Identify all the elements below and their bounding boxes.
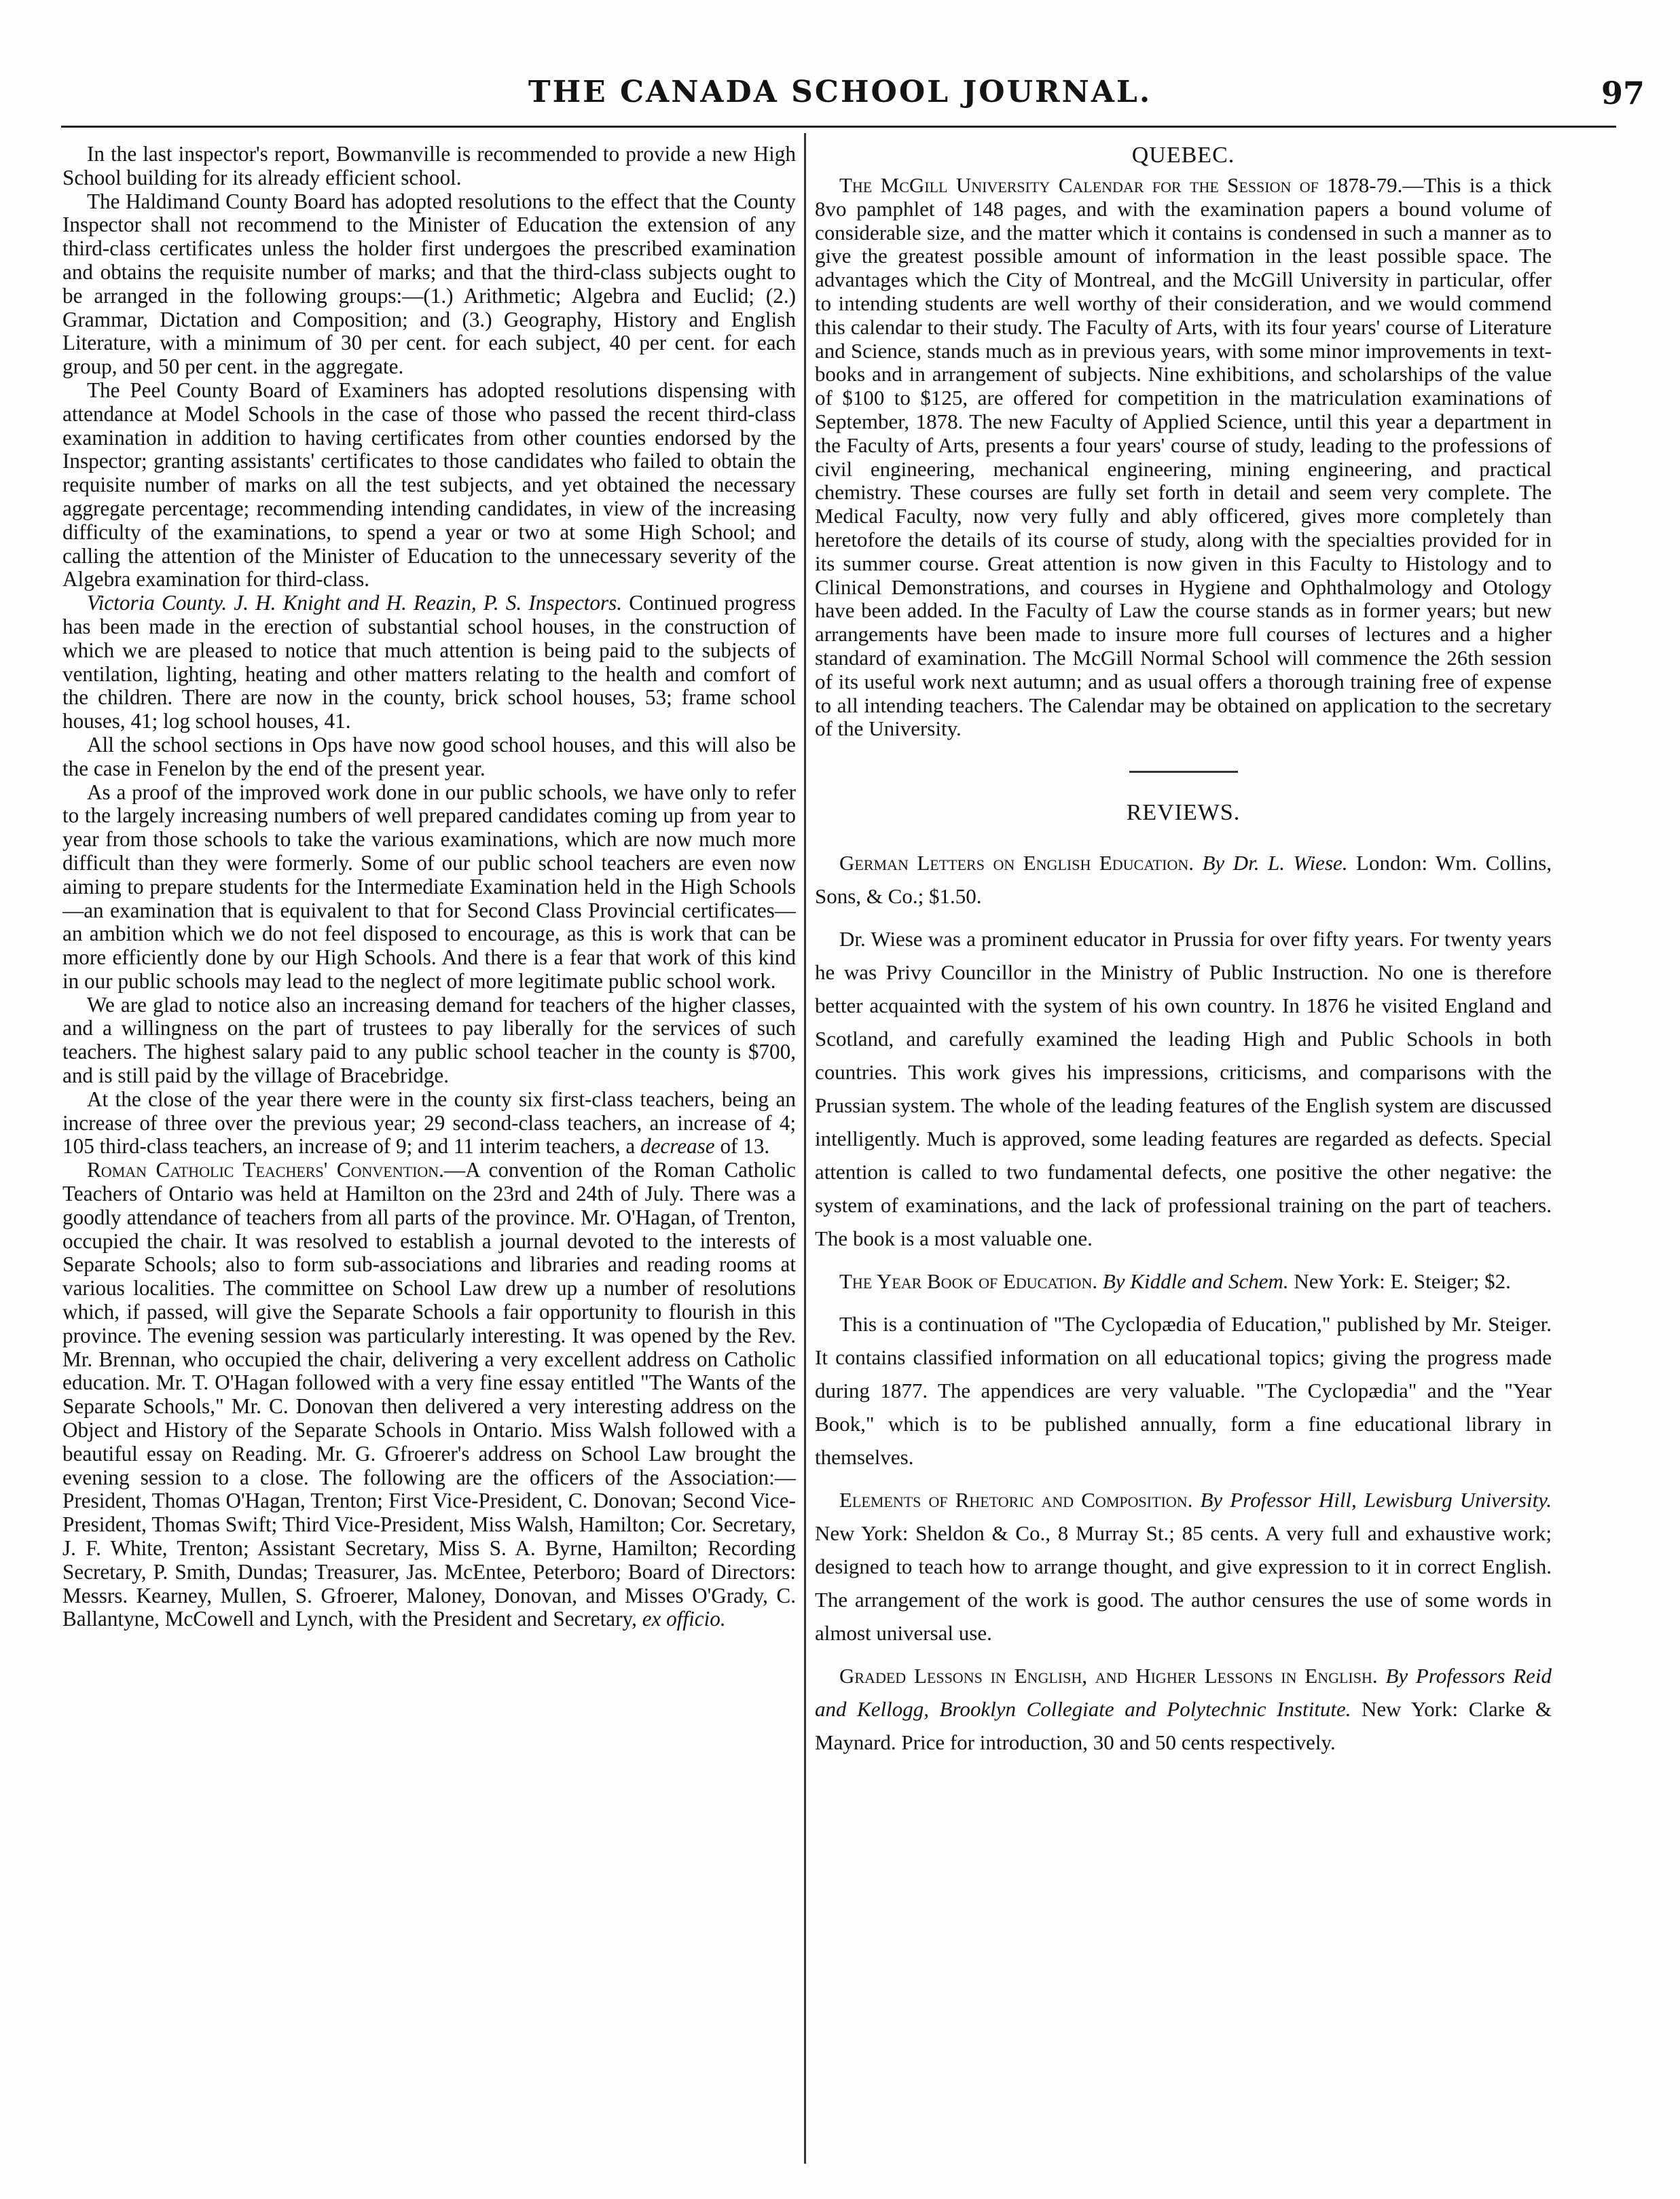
paragraph-peel: The Peel County Board of Examiners has adopted resolutions dispensing with attendance at Model Schools in the case of those who passed the recent third-class examination in addition to having certificates from other counties endorsed by the Inspector; granting assistants' certificates to those candidates who failed to obtain the requisite number of marks on all the test subjects, and yet obtained the necessary aggregate percentage; recommending intending candidates, in view of the increasing difficulty of the examinations, to spend a year or two at some High School; and calling the attention of the Minister of Education to the unnecessary severity of the Algebra examination for third-class.	[62, 378, 796, 592]
review-author: By Kiddle and Schem.	[1102, 1269, 1289, 1294]
header-rule	[61, 126, 1616, 128]
review-title: German Letters on English Education.	[839, 851, 1194, 875]
review-german-letters-text: Dr. Wiese was a prominent educator in Prussia for over fifty years. For twenty years he was Privy Councillor in the Ministry of Public Instruction. No one is therefore better acquainted with the system of his own country. In 1876 he visited England and Scotland, and carefully examined the leading High and Public Schools in both countries. This work gives his impressions, criticisms, and comparisons with the Prussian system. The whole of the leading features of the English system are discussed intelligently. Much is approved, some leading features are regarded as defects. Special attention is called to two fundamental defects, one positive the other negative: the system of examinations, and the lack of professional training on the part of teachers. The book is a most valuable one.	[815, 927, 1552, 1251]
convention-heading: Roman Catholic Teachers' Convention.	[87, 1158, 444, 1182]
paragraph-teachers-count	[62, 1088, 796, 1159]
review-title: Elements of Rhetoric and Composition.	[839, 1488, 1193, 1512]
review-rhetoric-entry	[815, 1483, 1552, 1650]
review-year-book-text: This is a continuation of "The Cyclopædia of Education," published by Mr. Steiger. It contains classified information on all educational topics; giving the progress made during 1877. The appendices are very valuable. "The Cyclopædia" and the "Year Book," which is to be published annually, form a fine educational library in themselves.	[815, 1312, 1552, 1470]
teachers-count-text: At the close of the year there were in the county six first-class teachers, being an increase of three over the previous year; 29 second-class teachers, an increase of 4; 105 third-class teachers, an increase of 9; and 11 interim teachers, a	[62, 1087, 796, 1159]
teachers-count-end: of 13.	[720, 1134, 770, 1159]
decrease-word: decrease	[640, 1134, 715, 1159]
victoria-text: Continued progress has been made in the erection of substantial school houses, in the construction of which we are pleased to notice that much attention is being paid to the subjects of ventilation, lighting, heating and other matters relating to the health and comfort of the children. There are now in the county, brick school houses, 53; frame school houses, 41; log school houses, 41.	[62, 591, 797, 733]
paragraph-victoria	[62, 592, 796, 733]
review-publisher: London: Wm. Collins, Sons, & Co.; $1.50.	[815, 851, 1552, 909]
journal-title: THE CANADA SCHOOL JOURNAL.	[528, 75, 1152, 109]
paragraph-bowmanville: In the last inspector's report, Bowmanville is recommended to provide a new High School building for its already efficient school.	[62, 142, 796, 189]
paragraph-ops: All the school sections in Ops have now good school houses, and this will also be the case in Fenelon by the end of the present year.	[62, 732, 796, 780]
right-column	[815, 143, 1552, 1768]
review-text: New York: Clarke & Maynard. Price for introduction, 30 and 50 cents respectively.	[815, 1697, 1552, 1755]
quebec-heading: QUEBEC.	[1131, 143, 1235, 168]
review-author: By Professor Hill, Lewisburg University.	[1200, 1488, 1552, 1512]
review-title: The Year Book of Education.	[839, 1269, 1098, 1294]
column-divider	[804, 133, 806, 2164]
page-number: 97	[1601, 75, 1645, 111]
paragraph-convention	[62, 1159, 796, 1631]
victoria-heading: Victoria County. J. H. Knight and H. Reazin, P. S. Inspectors.	[87, 591, 623, 615]
paragraph-improved-work: As a proof of the improved work done in our public schools, we have only to refer to the largely increasing numbers of well prepared candidates coming up from year to year from those schools to take the various examinations, which are now much more difficult than they were formerly. Some of our public school teachers are even now aiming to prepare students for the Intermediate Examination held in the High Schools—an examination that is equivalent to that for Second Class Provincial certificates—an ambition which we do not feel disposed to encourage, as this is work that can be more efficiently done by our High Schools. And there is a fear that work of this kind in our public schools may lead to the neglect of more legitimate public school work.	[62, 780, 796, 993]
ex-officio: ex officio.	[642, 1607, 726, 1631]
paragraph-mcgill	[815, 174, 1552, 741]
review-year-book-entry	[815, 1265, 1552, 1298]
paragraph-demand: We are glad to notice also an increasing demand for teachers of the higher classes, and a willingness on the part of trustees to pay liberally for the services of such teachers. The highest salary paid to any public school teacher in the county is $700, and is still paid by the village of Bracebridge.	[62, 992, 796, 1088]
review-german-letters-entry	[815, 846, 1552, 913]
review-graded-lessons-entry	[815, 1659, 1552, 1759]
left-column	[62, 143, 796, 1631]
convention-text: —A convention of the Roman Catholic Teachers of Ontario was held at Hamilton on the 23rd and 24th of July. There was a goodly attendance of teachers from all parts of the province. Mr. O'Hagan, of Trenton, occupied the chair. It was resolved to establish a journal devoted to the interests of Separate Schools; also to form sub-associations and libraries and reading rooms at various localities. The committee on School Law drew up a number of resolutions which, if passed, will give the Separate Schools a fair opportunity to flourish in this province. The evening session was particularly interesting. It was opened by the Rev. Mr. Brennan, who occupied the chair, delivering a very excellent address on Catholic education. Mr. T. O'Hagan followed with a very fine essay entitled "The Wants of the Separate Schools," Mr. C. Donovan then delivered a very interesting address on the Object and History of the Separate Schools in Ontario. Miss Walsh followed with a beautiful essay on Reading. Mr. G. Gfroerer's address on School Law brought the evening session to a close. The following are the officers of the Association:—President, Thomas O'Hagan, Trenton; First Vice-President, C. Donovan; Second Vice-President, Thomas Swift; Third Vice-President, Miss Walsh, Hamilton; Cor. Secretary, J. F. White, Trenton; Assistant Secretary, Miss S. A. Byrne, Hamilton; Recording Secretary, P. Smith, Dundas; Treasurer, Jas. McEntee, Peterboro; Board of Directors: Messrs. Kearney, Mullen, S. Gfroerer, Maloney, Donovan, and Misses O'Grady, C. Ballantyne, McCowell and Lynch, with the President and Secretary,	[62, 1158, 797, 1631]
section-divider	[1129, 771, 1238, 773]
review-text: New York: Sheldon & Co., 8 Murray St.; 85 cents. A very full and exhaustive work; designed to teach how to arrange thought, and give expression to it in correct English. The arrangement of the work is good. The author censures the use of some words in almost universal use.	[815, 1521, 1552, 1646]
mcgill-text: —This is a thick 8vo pamphlet of 148 pages, and with the examination papers a bound volume of considerable size, and the matter which it contains is condensed in such a manner as to give the greatest possible amount of information in the least possible space. The advantages which the City of Montreal, and the McGill University in particular, offer to intending students are well worthy of their consideration, and we would commend this calendar to their study. The Faculty of Arts, with its four years' course of Literature and Science, stands much as in previous years, with some minor improvements in text-books and in arrangement of subjects. Nine exhibitions, and scholarships of the value of $100 to $125, are offered for competition in the matriculation examinations of September, 1878. The new Faculty of Applied Science, until this year a department in the Faculty of Arts, presents a four years' course of study, leading to the professions of civil engineering, mechanical engineering, mining engineering, and practical chemistry. These courses are fully set forth in detail and seem very complete. The Medical Faculty, now very fully and ably officered, gives more completely than heretofore the details of its course of study, along with the specialties provided for in its summer course. Great attention is now given in this Faculty to Histology and to Clinical Demonstrations, and courses in Hygiene and Ophthalmology and Otology have been added. In the Faculty of Law the course stands as in former years; but new arrangements have been made to insure more full courses of lectures and a higher standard of examination. The McGill Normal School will commence the 26th session of its useful work next autumn; and as usual offers a thorough training free of expense to all intending teachers. The Calendar may be obtained on application to the secretary of the University.	[815, 173, 1552, 741]
review-author: By Dr. L. Wiese.	[1202, 851, 1348, 875]
paragraph-haldimand: The Haldimand County Board has adopted resolutions to the effect that the County Inspector shall not recommend to the Minister of Education the extension of any third-class certificates unless the holder first undergoes the prescribed examination and obtains the requisite number of marks; and that the third-class subjects ought to be arranged in the following groups:—(1.) Arithmetic; Algebra and Euclid; (2.) Grammar, Dictation and Composition; and (3.) Geography, History and English Literature, with a minimum of 30 per cent. for each subject, 40 per cent. for each group, and 50 per cent. in the aggregate.	[62, 189, 796, 379]
reviews-heading: REVIEWS.	[1126, 800, 1241, 826]
mcgill-lead: The McGill University Calendar for the Session of 1878-79.	[839, 173, 1403, 197]
reviews-section	[815, 800, 1552, 1759]
review-publisher: New York: E. Steiger; $2.	[1294, 1269, 1511, 1294]
review-title: Graded Lessons in English, and Higher Lessons in English.	[839, 1664, 1378, 1688]
review-author: By Professors Reid and Kellogg, Brooklyn Collegiate and Polytechnic Institute.	[815, 1664, 1552, 1722]
